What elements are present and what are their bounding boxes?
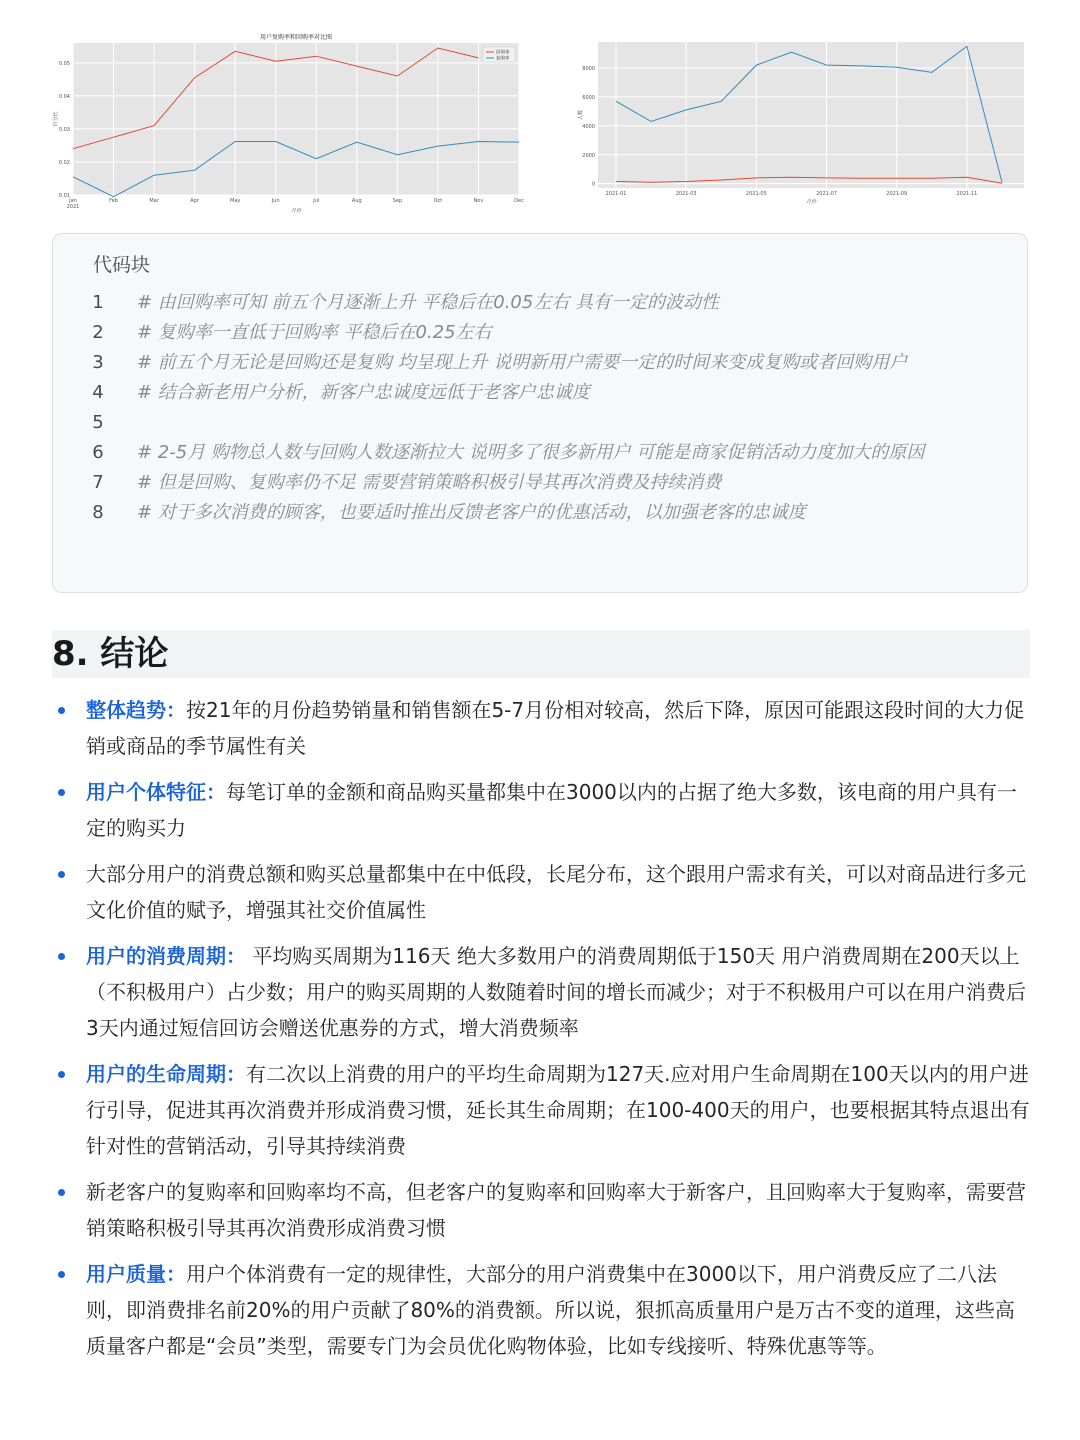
bullet-icon	[58, 953, 65, 960]
bullet-icon	[58, 707, 65, 714]
code-line	[53, 408, 1027, 438]
conclusion-item	[52, 856, 1030, 928]
charts-row	[52, 32, 1032, 212]
y-tick-label: 0.05	[58, 60, 70, 67]
line-number: 2	[92, 322, 104, 343]
conclusion-text: 平均购买周期为116天 绝大多数用户的消费周期低于150天 用户消费周期在200天以上（不积极用户）占少数；用户的购买周期的人数随着时间的增长而减少；对于不积极用户可以在用户消费后3天内通过短信回访会赠送优惠券的方式，增大消费频率	[86, 944, 1026, 1040]
conclusion-text: 用户个体消费有一定的规律性，大部分的用户消费集中在3000以下，用户消费反应了二八法则，即消费排名前20%的用户贡献了80%的消费额。所以说，狠抓高质量用户是万古不变的道理，这些高质量客户都是“会员”类型，需要专门为会员优化购物体验，比如专线接听、特殊优惠等等。	[86, 1262, 1015, 1358]
conclusion-text: 按21年的月份趋势销量和销售额在5-7月份相对较高，然后下降，原因可能跟这段时间的大力促销或商品的季节属性有关	[86, 698, 1025, 758]
x-tick-label: Nov	[473, 198, 484, 204]
plot-area	[598, 42, 1024, 188]
code-line	[53, 348, 1027, 378]
line-number: 5	[92, 412, 104, 433]
code-block	[52, 233, 1028, 593]
conclusion-text: 每笔订单的金额和商品购买量都集中在3000以内的占据了绝大多数，该电商的用户具有一定的购买力	[86, 780, 1017, 840]
code-comment: # 结合新老用户分析，新客户忠诚度远低于老客户忠诚度	[137, 382, 590, 403]
x-axis-label: 月份	[290, 208, 302, 214]
user-count-chart-svg	[578, 32, 1032, 212]
y-tick-label: 0.04	[58, 93, 70, 100]
y-axis-label: 百分比	[53, 111, 59, 127]
y-axis-label: 人数	[578, 109, 584, 121]
y-tick-label: 6000	[582, 94, 595, 101]
code-line	[53, 378, 1027, 408]
repurchase-rate-chart	[52, 32, 522, 212]
x-tick-label: 2021-11	[956, 191, 978, 197]
plot-area	[73, 43, 519, 195]
bullet-icon	[58, 871, 65, 878]
conclusion-item	[52, 1256, 1030, 1364]
x-tick-label: Jan	[69, 198, 77, 204]
y-tick-label: 0	[591, 181, 595, 188]
y-tick-label: 0.02	[58, 159, 70, 166]
x-tick-label: May	[230, 198, 241, 204]
bullet-icon	[58, 789, 65, 796]
line-number: 3	[92, 352, 104, 373]
x-tick-label: Apr	[190, 198, 199, 204]
repurchase-rate-chart-svg	[52, 32, 522, 212]
conclusion-text: 大部分用户的消费总额和购买总量都集中在中低段，长尾分布，这个跟用户需求有关，可以对商品进行多元文化价值的赋予，增强其社交价值属性	[86, 862, 1026, 922]
code-comment: # 复购率一直低于回购率 平稳后在0.25左右	[137, 322, 492, 343]
bullet-icon	[58, 1271, 65, 1278]
y-tick-label: 8000	[582, 66, 595, 73]
conclusion-term: 整体趋势：	[86, 698, 186, 722]
y-tick-label: 4000	[582, 123, 595, 130]
x-tick-label: Aug	[351, 198, 362, 204]
x-tick-label: 2021-07	[816, 191, 837, 197]
conclusion-term: 用户的消费周期：	[86, 944, 246, 968]
conclusion-item	[52, 774, 1030, 846]
line-number: 4	[92, 382, 104, 403]
code-comment	[133, 408, 1027, 438]
code-line	[53, 438, 1027, 468]
code-comment: # 但是回购、复购率仍不足 需要营销策略积极引导其再次消费及持续消费	[137, 472, 722, 493]
line-number: 7	[92, 472, 104, 493]
x-tick-label: Dec	[514, 198, 524, 204]
conclusion-term: 用户质量：	[86, 1262, 186, 1286]
bullet-icon	[58, 1071, 65, 1078]
code-block-title: 代码块	[93, 254, 151, 276]
code-comment: # 对于多次消费的顾客，也要适时推出反馈老客户的优惠活动，以加强老客的忠诚度	[137, 502, 806, 523]
legend-label: 复购率	[496, 56, 510, 62]
code-comment: # 由回购率可知 前五个月逐渐上升 平稳后在0.05左右 具有一定的波动性	[137, 292, 720, 313]
conclusion-text: 有二次以上消费的用户的平均生命周期为127天.应对用户生命周期在100天以内的用户进行引导，促进其再次消费并形成消费习惯，延长其生命周期；在100-400天的用户，也要根据其特点退出有针对性的营销活动，引导其持续消费	[86, 1062, 1030, 1158]
legend-label: 回购率	[496, 50, 510, 56]
y-tick-label: 2000	[582, 152, 595, 159]
line-number: 8	[92, 502, 104, 523]
conclusion-item	[52, 938, 1030, 1046]
code-lines	[53, 288, 1027, 528]
y-tick-label: 0.01	[58, 193, 70, 199]
x-tick-label: Jul	[313, 198, 320, 204]
x-tick-label: 2021-01	[605, 191, 627, 197]
x-tick-label: 2021	[66, 204, 80, 210]
x-tick-label: Feb	[109, 198, 118, 204]
x-tick-label: 2021-05	[745, 191, 767, 197]
x-axis-label: 月份	[805, 199, 817, 205]
conclusion-term: 用户个体特征：	[86, 780, 226, 804]
x-tick-label: 2021-03	[675, 191, 697, 197]
conclusion-term: 用户的生命周期：	[86, 1062, 246, 1086]
line-number: 1	[92, 292, 104, 313]
x-tick-label: Sep	[392, 198, 403, 204]
code-line	[53, 288, 1027, 318]
x-tick-label: Mar	[149, 198, 159, 204]
bullet-icon	[58, 1189, 65, 1196]
conclusion-item	[52, 1174, 1030, 1246]
y-tick-label: 0.03	[58, 126, 70, 133]
conclusion-text: 新老客户的复购率和回购率均不高，但老客户的复购率和回购率大于新客户，且回购率大于复购率，需要营销策略积极引导其再次消费形成消费习惯	[86, 1180, 1026, 1240]
line-number: 6	[92, 442, 104, 463]
chart-title: 用户复购率和回购率对比图	[259, 34, 333, 41]
code-line	[53, 468, 1027, 498]
code-line	[53, 498, 1027, 528]
code-line	[53, 318, 1027, 348]
code-comment: # 2-5月 购物总人数与回购人数逐渐拉大 说明多了很多新用户 可能是商家促销活动力度加大的原因	[137, 442, 925, 463]
conclusion-list	[52, 692, 1030, 1374]
conclusion-item	[52, 692, 1030, 764]
user-count-chart	[578, 32, 1032, 212]
code-comment: # 前五个月无论是回购还是复购 均呈现上升 说明新用户需要一定的时间来变成复购或者回购用户	[137, 352, 908, 373]
x-tick-label: Oct	[433, 198, 443, 204]
x-tick-label: 2021-09	[886, 191, 908, 197]
section-heading: 8. 结论	[52, 630, 1030, 678]
conclusion-item	[52, 1056, 1030, 1164]
x-tick-label: Jun	[271, 198, 280, 204]
